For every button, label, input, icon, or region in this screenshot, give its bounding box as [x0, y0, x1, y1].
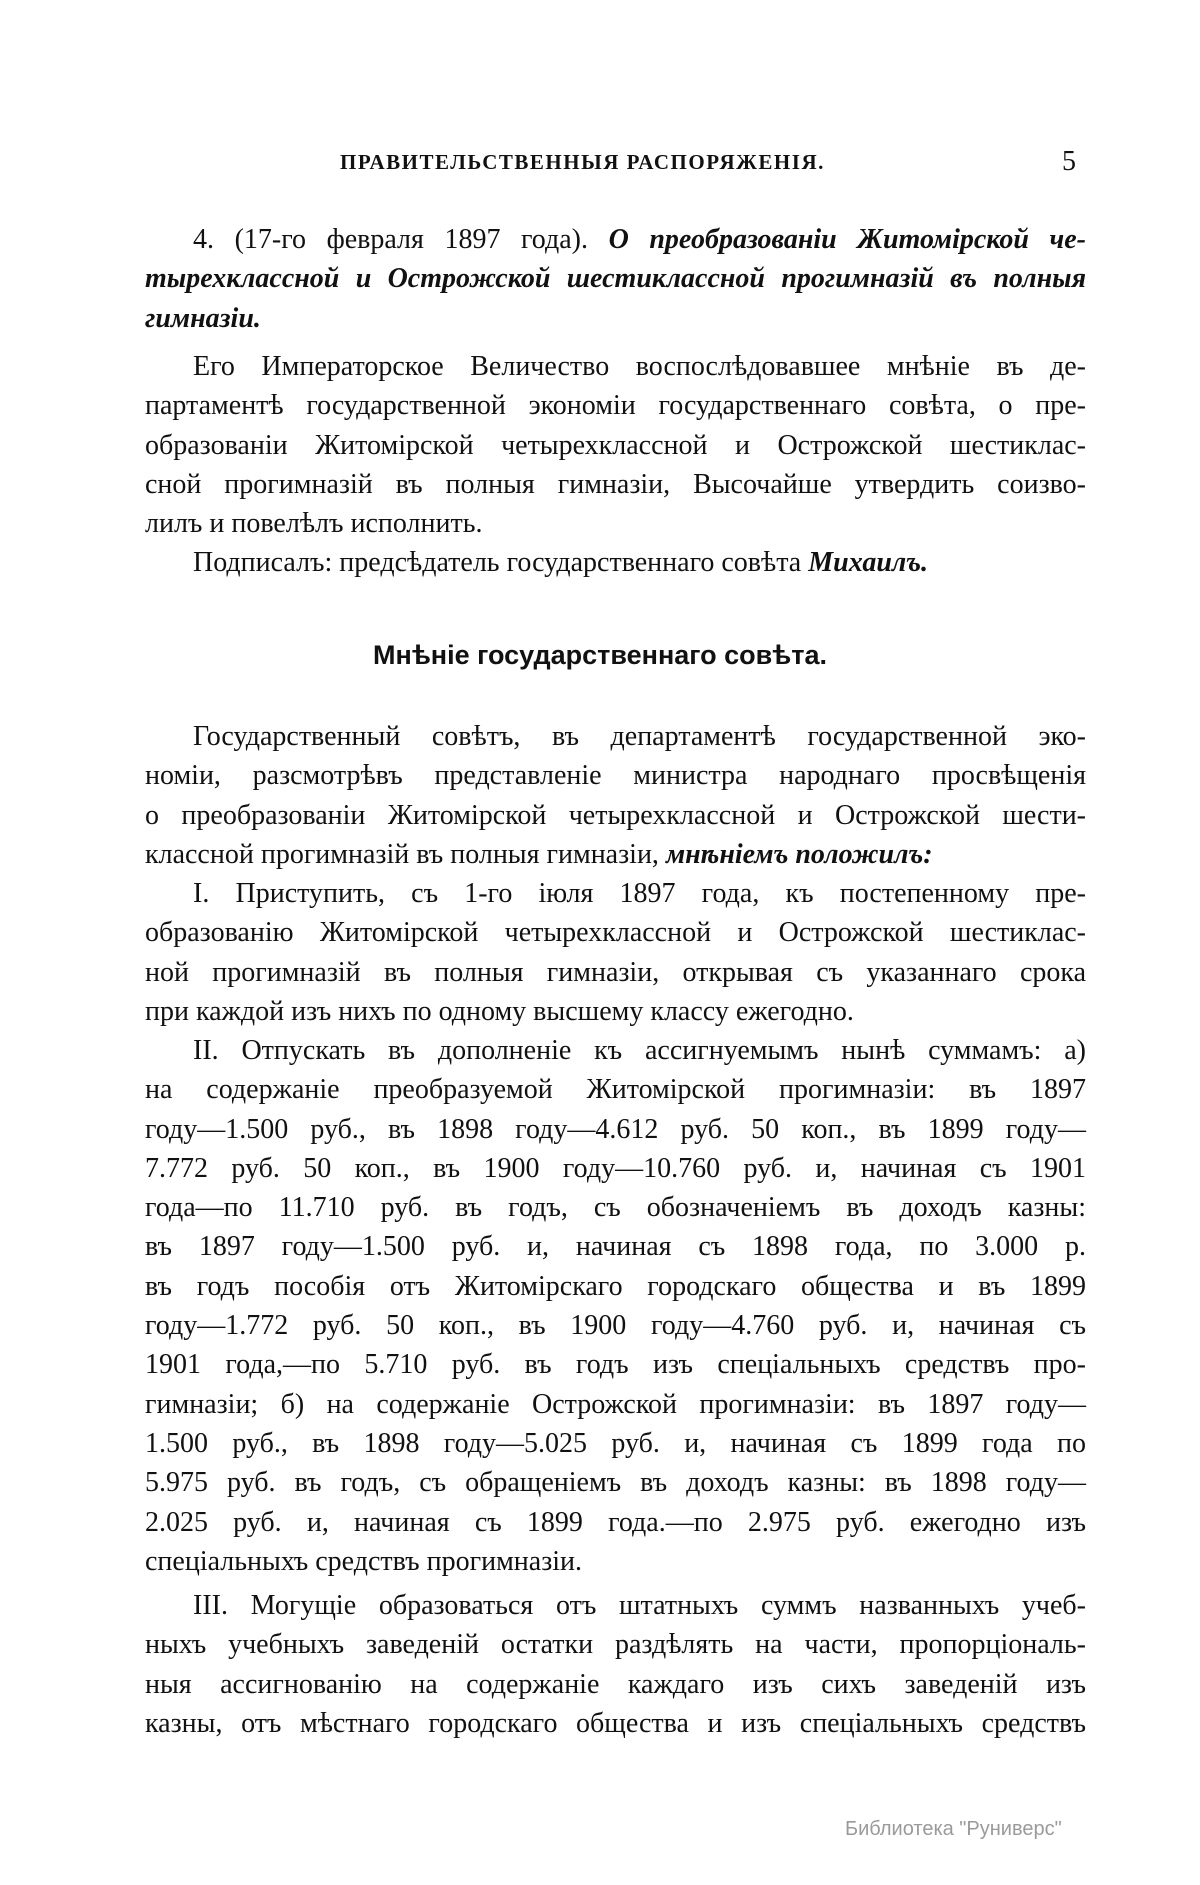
- italic-text: тырехклассной и Острожской шестиклассной прогимназій въ полныя: [145, 263, 1086, 295]
- text-segment: II. Отпускать въ дополненіе къ ассигнуемымъ нынѣ суммамъ: а): [193, 1035, 1086, 1066]
- text-segment: III. Могущіе образоваться отъ штатныхъ суммъ названныхъ учеб-: [193, 1590, 1086, 1621]
- text-segment: сной прогимназій въ полныя гимназіи, Высочайше утвердить соизво-: [145, 468, 1086, 500]
- text-line: [145, 913, 1086, 952]
- text-segment: ной прогимназій въ полныя гимназіи, открывая съ указаннаго срока: [145, 956, 1086, 988]
- text-segment: ныя ассигнованію на содержаніе каждаго изъ сихъ заведеній изъ: [145, 1668, 1086, 1700]
- running-header: ПРАВИТЕЛЬСТВЕННЫЯ РАСПОРЯЖЕНІЯ.: [340, 150, 825, 174]
- italic-text: гимназіи.: [145, 302, 261, 334]
- item-1-paragraph: [145, 874, 1086, 1031]
- page-number: 5: [1062, 146, 1076, 177]
- text-segment: 2.025 руб. и, начиная съ 1899 года.—по 2.975 руб. ежегодно изъ: [145, 1506, 1086, 1538]
- text-line: [145, 1227, 1086, 1266]
- text-segment: на содержаніе преобразуемой Житомірской прогимназіи: въ 1897: [145, 1074, 1086, 1106]
- text-line: [145, 543, 1086, 582]
- text-line: [145, 504, 1086, 543]
- text-segment: I. Приступить, съ 1-го іюля 1897 года, къ постепенному пре-: [193, 878, 1086, 909]
- section-title: Мнѣніе государственнаго совѣта.: [373, 640, 827, 670]
- text-line: [145, 992, 1086, 1031]
- text-line: [145, 1188, 1086, 1227]
- text-line: [145, 1625, 1086, 1664]
- text-line: [145, 1704, 1086, 1743]
- library-watermark: Библиотека "Руниверс": [845, 1818, 1062, 1840]
- text-segment: 4. (17-го февраля 1897 года).: [193, 224, 609, 255]
- text-segment: Государственный совѣтъ, въ департаментѣ государственной эко-: [193, 721, 1086, 752]
- text-line: [145, 426, 1086, 465]
- text-line: [145, 1306, 1086, 1345]
- text-segment: Подписалъ: предсѣдатель государственнаго совѣта: [193, 547, 809, 578]
- text-segment: гимназіи; б) на содержаніе Острожской прогимназіи: въ 1897 году—: [145, 1388, 1086, 1420]
- text-line: [145, 1149, 1086, 1188]
- text-segment: спеціальныхъ средствъ прогимназіи.: [145, 1545, 583, 1577]
- text-segment: года—по 11.710 руб. въ годъ, съ обозначеніемъ въ доходъ казны:: [145, 1192, 1086, 1224]
- text-segment: казны, отъ мѣстнаго городскаго общества и изъ спеціальныхъ средствъ: [145, 1707, 1086, 1739]
- text-segment: 1.500 руб., въ 1898 году—5.025 руб. и, начиная съ 1899 года по: [145, 1427, 1086, 1459]
- italic-text: О преобразованіи Житомірской че-: [608, 224, 1087, 255]
- signature-line: [145, 543, 1086, 582]
- text-segment: образованіи Житомірской четырехклассной и Острожской шестиклас-: [145, 429, 1086, 461]
- text-line: [145, 1503, 1086, 1542]
- text-segment: о преобразованіи Житомірской четырехклассной и Острожской шести-: [145, 799, 1086, 831]
- text-segment: въ годъ пособія отъ Житомірскаго городскаго общества и въ 1899: [145, 1270, 1086, 1302]
- text-line: [145, 465, 1086, 504]
- text-line: [145, 835, 1086, 874]
- text-segment: году—1.500 руб., въ 1898 году—4.612 руб. 50 коп., въ 1899 году—: [145, 1113, 1086, 1145]
- text-segment: образованію Житомірской четырехклассной и Острожской шестиклас-: [145, 917, 1086, 949]
- text-segment: лилъ и повелѣлъ исполнить.: [145, 508, 483, 540]
- text-line: [145, 717, 1086, 756]
- imperial-approval-paragraph: [145, 347, 1086, 543]
- text-line: [145, 386, 1086, 425]
- text-segment: 7.772 руб. 50 коп., въ 1900 году—10.760 руб. и, начиная съ 1901: [145, 1152, 1086, 1184]
- text-line: [145, 1345, 1086, 1384]
- text-line: [145, 874, 1086, 913]
- text-line: [145, 953, 1086, 992]
- text-segment: въ 1897 году—1.500 руб. и, начиная съ 1898 года, по 3.000 р.: [145, 1231, 1086, 1263]
- text-segment: при каждой изъ нихъ по одному высшему классу ежегодно.: [145, 995, 854, 1027]
- text-segment: 1901 года,—по 5.710 руб. въ годъ изъ спеціальныхъ средствъ про-: [145, 1349, 1086, 1381]
- italic-text: Михаилъ.: [808, 547, 929, 578]
- text-segment: партаментѣ государственной экономіи государственнаго совѣта, о пре-: [145, 390, 1086, 422]
- text-segment: году—1.772 руб. 50 коп., въ 1900 году—4.760 руб. и, начиная съ: [145, 1310, 1086, 1342]
- text-line: [145, 1424, 1086, 1463]
- text-line: [145, 347, 1086, 386]
- text-segment: ныхъ учебныхъ заведеній остатки раздѣлять на части, пропорціональ-: [145, 1629, 1086, 1661]
- text-segment: 5.975 руб. въ годъ, съ обращеніемъ въ доходъ казны: въ 1898 году—: [145, 1467, 1086, 1499]
- text-line: [145, 1586, 1086, 1625]
- text-line: [145, 756, 1086, 795]
- text-line: [145, 796, 1086, 835]
- italic-text: мнѣніемъ положилъ:: [665, 838, 933, 870]
- text-line: [145, 1031, 1086, 1070]
- text-line: [145, 1070, 1086, 1109]
- text-line: [145, 1542, 1086, 1581]
- text-segment: Его Императорское Величество воспослѣдовавшее мнѣніе въ де-: [193, 351, 1086, 382]
- item-3-paragraph: [145, 1586, 1086, 1743]
- text-line: [145, 259, 1086, 298]
- text-line: [145, 299, 1086, 338]
- decree-heading: [145, 220, 1086, 338]
- text-line: [145, 220, 1086, 259]
- text-segment: номіи, разсмотрѣвъ представленіе министра народнаго просвѣщенія: [145, 760, 1086, 792]
- text-line: [145, 1110, 1086, 1149]
- item-2-paragraph: [145, 1031, 1086, 1581]
- text-line: [145, 1463, 1086, 1502]
- text-line: [145, 1385, 1086, 1424]
- text-line: [145, 1665, 1086, 1704]
- text-segment: классной прогимназій въ полныя гимназіи,: [145, 838, 666, 870]
- council-intro-paragraph: [145, 717, 1086, 874]
- text-line: [145, 1267, 1086, 1306]
